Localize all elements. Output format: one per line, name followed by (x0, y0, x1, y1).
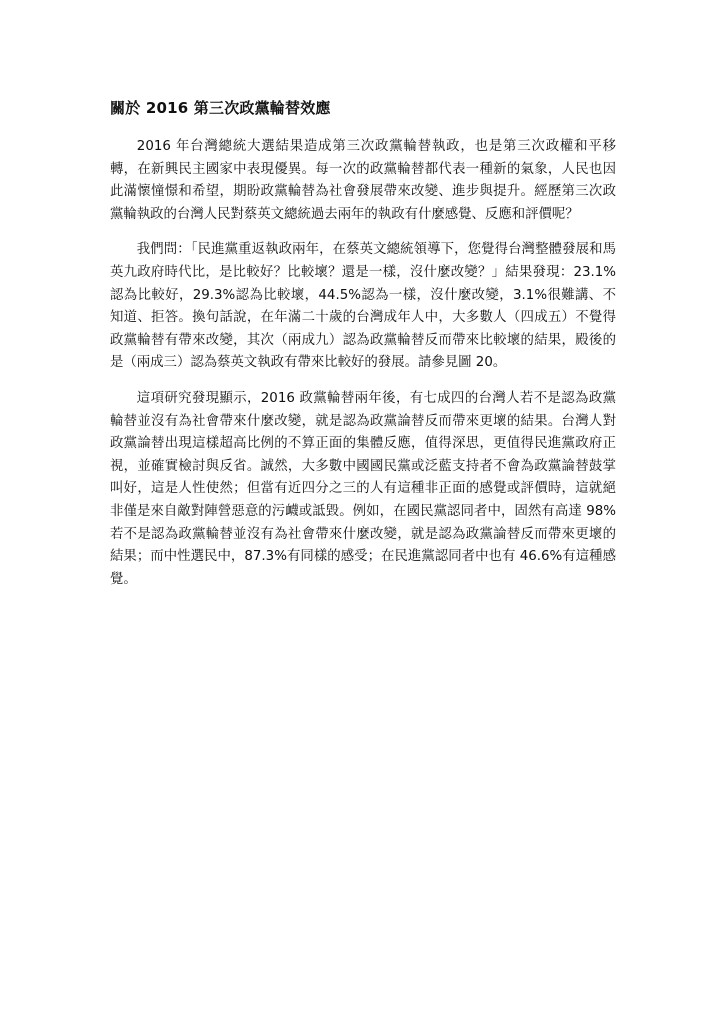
section-heading: 關於 2016 第三次政黨輪替效應 (110, 99, 331, 117)
paragraph-intro: 2016 年台灣總統大選結果造成第三次政黨輪替執政，也是第三次政權和平移轉，在新興民主國家中表現優異。每一次的政黨輪替都代表一種新的氣象，人民也因此滿懷憧憬和希望，期盼政黨輪替為社會發展帶來改變、進步與提升。經歷第三次政黨輪執政的台灣人民對蔡英文總統過去兩年的執政有什麼感覺、反應和評價呢？ (110, 139, 616, 222)
document-body (110, 96, 616, 604)
paragraph-survey-results: 我們問：「民進黨重返執政兩年，在蔡英文總統領導下，您覺得台灣整體發展和馬英九政府時代比，是比較好？比較壞？還是一樣，沒什麼改變？」結果發現：23.1%認為比較好，29.3%認為比較壞，44.5%認為一樣，沒什麼改變，3.1%很難講、不知道、拒答。換句話說，在年滿二十歲的台灣成年人中，大多數人（四成五）不覺得政黨輪替有帶來改變，其次（兩成九）認為政黨輪替反而帶來比較壞的結果，殿後的是（兩成三）認為蔡英文執政有帶來比較好的發展。請參見圖 20。 (110, 242, 616, 371)
paragraph-findings: 這項研究發現顯示，2016 政黨輪替兩年後，有七成四的台灣人若不是認為政黨輪替並沒有為社會帶來什麼改變，就是認為政黨論替反而帶來更壞的結果。台灣人對政黨論替出現這樣超高比例的不算正面的集體反應，值得深思，更值得民進黨政府正視，並確實檢討與反省。誠然，大多數中國國民黨或泛藍支持者不會為政黨論替鼓掌叫好，這是人性使然；但當有近四分之三的人有這種非正面的感覺或評價時，這就絕非僅是來自敵對陣營惡意的污衊或詆毀。例如，在國民黨認同者中，固然有高達 98%若不是認為政黨輪替並沒有為社會帶來什麼改變，就是認為政黨論替反而帶來更壞的結果；而中性選民中，87.3%有同樣的感受；在民進黨認同者中也有 46.6%有這種感覺。 (110, 390, 616, 587)
